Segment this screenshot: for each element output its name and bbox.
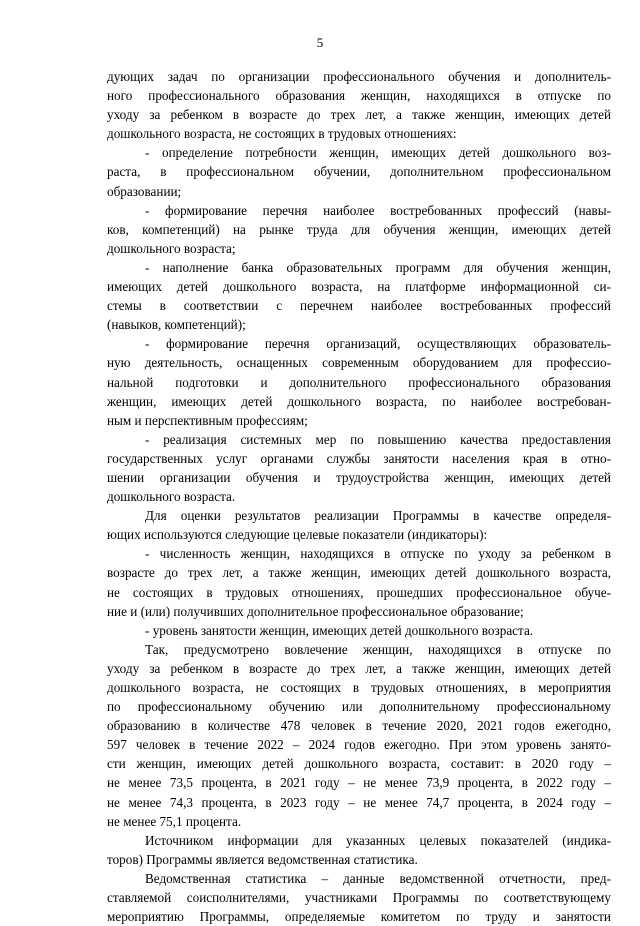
text-line: не менее 75,1 процента.: [107, 813, 242, 829]
text-line: не менее 74,3 процента, в 2023 году – не менее 74,7 процента, в 2024 году –: [107, 794, 611, 810]
text-line: ков, компетенций) на рынке труда для обучения женщин, имеющих детей: [107, 221, 611, 237]
text-line: по профессиональному обучению или дополнительному профессиональному: [107, 699, 611, 715]
text-line: шении организации обучения и трудоустройства женщин, имеющих детей: [107, 469, 611, 485]
text-line: не менее 73,5 процента, в 2021 году – не менее 73,9 процента, в 2022 году –: [107, 775, 611, 791]
text-line: нальной подготовки и дополнительного профессионального образования: [107, 374, 611, 390]
text-line: 597 человек в течение 2022 – 2024 годов ежегодно. При этом уровень занято-: [107, 737, 611, 753]
text-line: уходу за ребенком в возрасте до трех лет, а также женщин, имеющих детей: [107, 660, 611, 676]
text-line: торов) Программы является ведомственная статистика.: [107, 851, 418, 867]
text-line: - уровень занятости женщин, имеющих детей дошкольного возраста.: [145, 622, 534, 638]
text-line: ную деятельность, оснащенных современным оборудованием для профессио-: [107, 355, 611, 371]
text-line: государственных услуг органами службы занятости населения края в отно-: [107, 450, 611, 466]
text-line: образованию в количестве 478 человек в течение 2020, 2021 годов ежегодно,: [107, 718, 611, 734]
text-line: дошкольного возраста, не состоящих в трудовых отношениях:: [107, 126, 457, 142]
text-line: дующих задач по организации профессионального обучения и дополнитель-: [107, 69, 611, 84]
text-line: раста, в профессиональном обучении, дополнительном профессиональном: [107, 164, 611, 180]
text-line: ние и (или) получивших дополнительное профессиональное образование;: [107, 603, 524, 619]
text-line: уходу за ребенком в возрасте до трех лет, а также женщин, имеющих детей: [107, 107, 611, 123]
text-line: женщин, имеющих детей дошкольного возраста, по наиболее востребован-: [107, 393, 611, 409]
text-line: образовании;: [107, 183, 182, 199]
text-line: дошкольного возраста.: [107, 489, 236, 505]
page-number: 5: [316, 35, 324, 50]
text-line: дошкольного возраста, не состоящих в трудовых отношениях, в мероприятия: [107, 680, 611, 695]
text-line: Источником информации для указанных целевых показателей (индика-: [145, 832, 611, 848]
text-line: имеющих детей дошкольного возраста, на платформе информационной си-: [107, 279, 611, 295]
text-line: - формирование перечня организаций, осуществляющих образователь-: [145, 336, 611, 352]
text-line: Для оценки результатов реализации Программы в качестве определя-: [145, 508, 611, 524]
text-line: стемы в соответствии с перечнем наиболее востребованных профессий: [107, 298, 611, 314]
text-line: дошкольного возраста;: [107, 240, 236, 256]
text-line: - реализация системных мер по повышению качества предоставления: [145, 431, 611, 447]
text-line: мероприятию Программы, определяемые комитетом по труду и занятости: [107, 909, 611, 925]
text-line: Так, предусмотрено вовлечение женщин, находящихся в отпуске по: [145, 641, 611, 657]
text-line: - формирование перечня наиболее востребованных профессий (навы-: [145, 202, 611, 218]
text-line: - численность женщин, находящихся в отпуске по уходу за ребенком в: [145, 546, 611, 562]
text-line: не состоящих в трудовых отношениях, прошедших профессиональное обуче-: [107, 584, 611, 600]
body-text: [107, 67, 611, 926]
text-line: - определение потребности женщин, имеющих детей дошкольного воз-: [145, 145, 611, 161]
text-line: Ведомственная статистика – данные ведомственной отчетности, пред-: [145, 870, 611, 886]
text-line: ного профессионального образования женщин, находящихся в отпуске по: [107, 88, 611, 104]
text-line: ным и перспективным профессиям;: [107, 412, 308, 428]
text-line: сти женщин, имеющих детей дошкольного возраста, составит: в 2020 году –: [107, 756, 611, 772]
text-line: (навыков, компетенций);: [107, 317, 246, 333]
text-line: ставляемой соисполнителями, участниками Программы по соответствующему: [107, 890, 611, 906]
text-line: ющих используются следующие целевые показатели (индикаторы):: [107, 527, 488, 543]
text-line: - наполнение банка образовательных программ для обучения женщин,: [145, 259, 611, 275]
text-line: возрасте до трех лет, а также женщин, имеющих детей дошкольного возраста,: [107, 565, 611, 581]
